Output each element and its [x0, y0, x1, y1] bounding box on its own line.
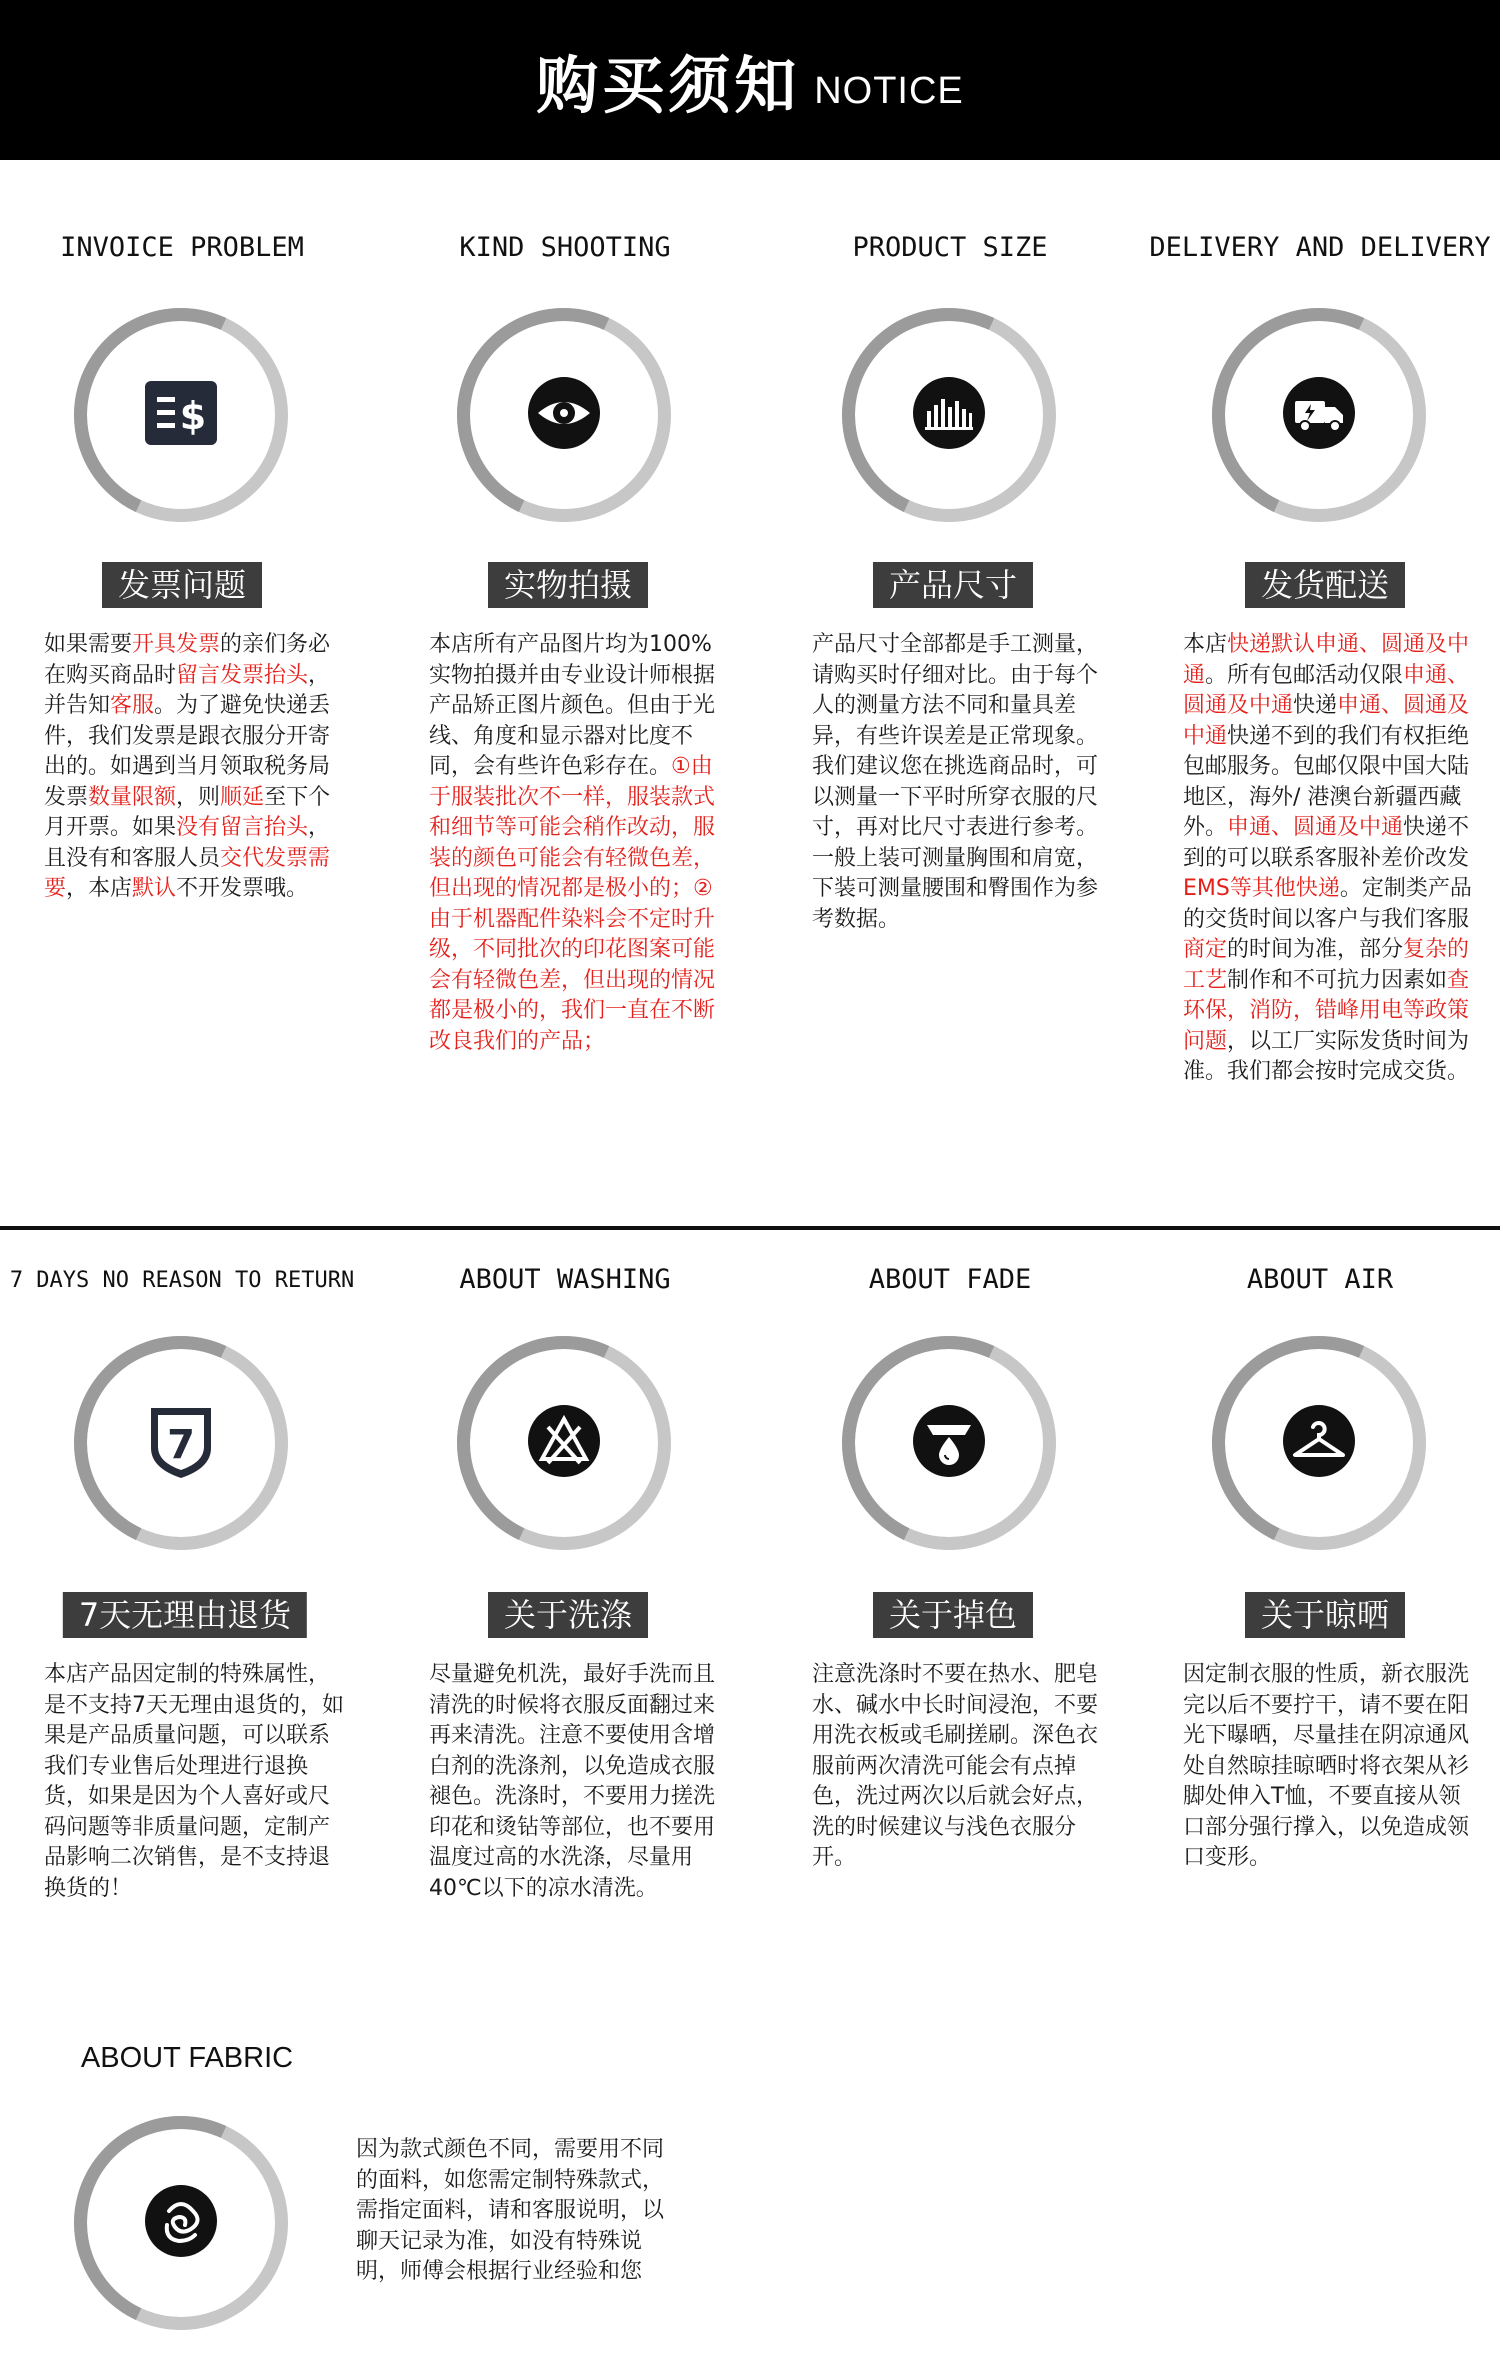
svg-text:7: 7: [167, 1422, 195, 1468]
section-body: [44, 630, 332, 905]
body-text-segment: 因为款式颜色不同，需要用不同的面料，如您需定制特殊款式，需指定面料，请和客服说明，以聊天记录为准，如没有特殊说明，师傅会根据行业经验和您: [356, 2137, 665, 2284]
body-text-segment: 本店产品因定制的特殊属性，是不支持7天无理由退货的，如果是产品质量问题，可以联系我们专业售后处理进行退换货，如果是因为个人喜好或尺码问题等非质量问题，定制产品影响二次销售，是不支持退换货的！: [44, 1662, 344, 1901]
highlight-text: 查环保，消防，错峰用电等政策问题: [1183, 967, 1470, 1054]
body-text-segment: 本店所有产品图片均为100%实物拍摄并由专业设计师根据产品矫正图片颜色。但由于光线、角度和显示器对比度不同，会有些许色彩存在。: [429, 632, 716, 779]
section-washing: [385, 1230, 745, 1901]
highlight-text: 商定: [1183, 937, 1228, 962]
icon-ring: [842, 1336, 1056, 1550]
body-text-segment: ，以工厂实际发货时间为准。我们都会按时完成交货。: [1183, 1028, 1470, 1084]
section-label: 关于洗涤: [488, 1592, 648, 1638]
body-text-segment: 尽量避免机洗，最好手洗而且清洗的时候将衣服反面翻过来再来清洗。注意不要使用含增白剂的洗涤剂，以免造成衣服褪色。洗涤时，不要用力搓洗印花和烫钻等部位，也不要用温度过高的水洗涤，尽量用40℃以下的凉水清洗。: [429, 1662, 716, 1901]
highlight-text: 默认: [132, 876, 177, 901]
section-label: 关于掉色: [873, 1592, 1033, 1638]
highlight-text: 申通、圆通及中通: [1183, 693, 1470, 749]
icon-ring: [1212, 308, 1426, 522]
section-heading-en: INVOICE PROBLEM: [60, 232, 304, 263]
body-text-segment: 不开发票哦。: [176, 876, 309, 901]
body-text-segment: 至下个月开票。如果: [44, 784, 331, 840]
section-size: [770, 160, 1130, 1226]
section-body: [1183, 630, 1475, 1088]
body-text-segment: 快递不到的我们有权拒绝包邮服务。包邮仅限中国大陆地区，海外/ 港澳台新疆西藏外。: [1183, 723, 1470, 840]
highlight-text: 复杂的工艺: [1183, 937, 1470, 993]
highlight-text: 快递默认申通、圆通及中通: [1183, 632, 1470, 688]
body-text-segment: 。为了避免快递丢件，我们发票是跟衣服分开寄出的。如遇到当月领取税务局发票: [44, 693, 331, 810]
section-shooting: [385, 160, 745, 1226]
section-label: 关于晾晒: [1245, 1592, 1405, 1638]
section-label: 产品尺寸: [873, 562, 1033, 608]
highlight-text: ①由于服装批次不一样，服装款式和细节等可能会稍作改动，服装的颜色可能会有轻微色差，但出现的情况都是极小的；②由于机器配件染料会不定时升级，不同批次的印花图案可能会有轻微色差，但出现的情况都是极小的，我们一直在不断改良我们的产品；: [429, 754, 716, 1054]
section-label: 实物拍摄: [488, 562, 648, 608]
body-text-segment: ，并告知: [44, 662, 331, 718]
section-heading-en: KIND SHOOTING: [459, 232, 671, 263]
icon-ring: [457, 308, 671, 522]
icon-ring: [842, 308, 1056, 522]
no-bleach-icon: [528, 1405, 600, 1481]
highlight-text: 申通、圆通及中通: [1183, 662, 1470, 718]
dye-drop-icon: [913, 1405, 985, 1481]
section-body: [812, 1660, 1108, 1874]
section-fade: [770, 1230, 1130, 1870]
body-text-segment: 的时间为准，部分: [1227, 937, 1404, 962]
section-heading-en: ABOUT FABRIC: [80, 2042, 294, 2074]
section-body: [812, 630, 1102, 935]
highlight-text: 顺延: [220, 784, 265, 810]
section-invoice: [2, 160, 362, 1226]
page-title: 购买须知: [536, 48, 801, 122]
highlight-text: 数量限额: [88, 784, 177, 810]
body-text-segment: 的亲们务必在购买商品时: [44, 632, 331, 688]
body-text-segment: 产品尺寸全部都是手工测量，请购买时仔细对比。由于每个人的测量方法不同和量具差异，有些许误差是正常现象。我们建议您在挑选商品时，可以测量一下平时所穿衣服的尺寸，再对比尺寸表进行参考。一般上装可测量胸围和肩宽，下装可测量腰围和臀围作为参考数据。: [812, 632, 1099, 932]
section-label: 发票问题: [102, 562, 262, 608]
section-heading-en: PRODUCT SIZE: [852, 232, 1048, 263]
body-text-segment: ，且没有和客服人员: [44, 815, 331, 871]
highlight-text: 开具发票: [132, 632, 221, 657]
highlight-text: 交代发票需要: [44, 845, 331, 901]
svg-text:$: $: [179, 394, 207, 438]
section-label: 发货配送: [1245, 562, 1405, 608]
notice-header: [0, 0, 1500, 160]
body-text-segment: ，则: [176, 784, 221, 810]
page-subtitle: NOTICE: [814, 69, 964, 112]
icon-ring: [74, 308, 288, 522]
eye-icon: [528, 377, 600, 453]
section-heading-en: ABOUT AIR: [1246, 1264, 1394, 1295]
body-text-segment: 快递: [1293, 693, 1338, 718]
highlight-text: 申通、圆通及中通: [1227, 815, 1404, 840]
body-text-segment: 本店: [1183, 632, 1228, 657]
body-text-segment: 制作和不可抗力因素如: [1227, 967, 1448, 993]
body-text-segment: ，本店: [66, 876, 133, 901]
body-text-segment: 快递不到的可以联系客服补差价改发: [1183, 815, 1470, 871]
highlight-text: 客服: [110, 693, 155, 718]
icon-ring: [74, 2116, 288, 2330]
section-body: [429, 630, 725, 1057]
highlight-text: EMS等其他快递: [1183, 876, 1340, 901]
shield-seven-icon: [145, 1402, 217, 1484]
icon-ring: [1212, 1336, 1426, 1550]
section-heading-en: ABOUT WASHING: [459, 1264, 671, 1295]
section-return: [2, 1230, 362, 1901]
section-body: [1183, 1660, 1475, 1874]
body-text-segment: 注意洗涤时不要在热水、肥皂水、碱水中长时间浸泡，不要用洗衣板或毛刷搓刷。深色衣服前两次清洗可能会有点掉色，洗过两次以后就会好点，洗的时候建议与浅色衣服分开。: [812, 1662, 1099, 1870]
icon-ring: [74, 1336, 288, 1550]
delivery-truck-icon: [1283, 377, 1355, 453]
hanger-icon: [1283, 1405, 1355, 1481]
highlight-text: 留言发票抬头: [176, 662, 309, 688]
body-text-segment: 。定制类产品的交货时间以客户与我们客服: [1183, 876, 1472, 932]
ruler-chart-icon: [913, 377, 985, 453]
section-heading-en: DELIVERY AND DELIVERY: [1149, 232, 1491, 263]
section-delivery: [1140, 160, 1500, 1226]
section-air: [1140, 1230, 1500, 1870]
section-body: [429, 1660, 725, 1904]
section-fabric: [2, 1990, 362, 2322]
fabric-knot-icon: [145, 2185, 217, 2261]
highlight-text: 没有留言抬头: [176, 815, 309, 840]
section-body: [44, 1660, 344, 1904]
section-heading-en: 7 DAYS NO REASON TO RETURN: [9, 1268, 355, 1293]
icon-ring: [457, 1336, 671, 1550]
body-text-segment: 如果需要: [44, 632, 133, 657]
section-heading-en: ABOUT FADE: [868, 1264, 1032, 1295]
body-text-segment: 。所有包邮活动仅限: [1205, 662, 1404, 688]
invoice-dollar-icon: [145, 381, 217, 449]
section-label: 7天无理由退货: [63, 1592, 307, 1638]
section-body: [356, 2135, 666, 2288]
body-text-segment: 因定制衣服的性质，新衣服洗完以后不要拧干，请不要在阳光下曝晒，尽量挂在阴凉通风处自然晾挂晾晒时将衣架从衫脚处伸入T恤，不要直接从领口部分强行撑入，以免造成领口变形。: [1183, 1662, 1470, 1870]
